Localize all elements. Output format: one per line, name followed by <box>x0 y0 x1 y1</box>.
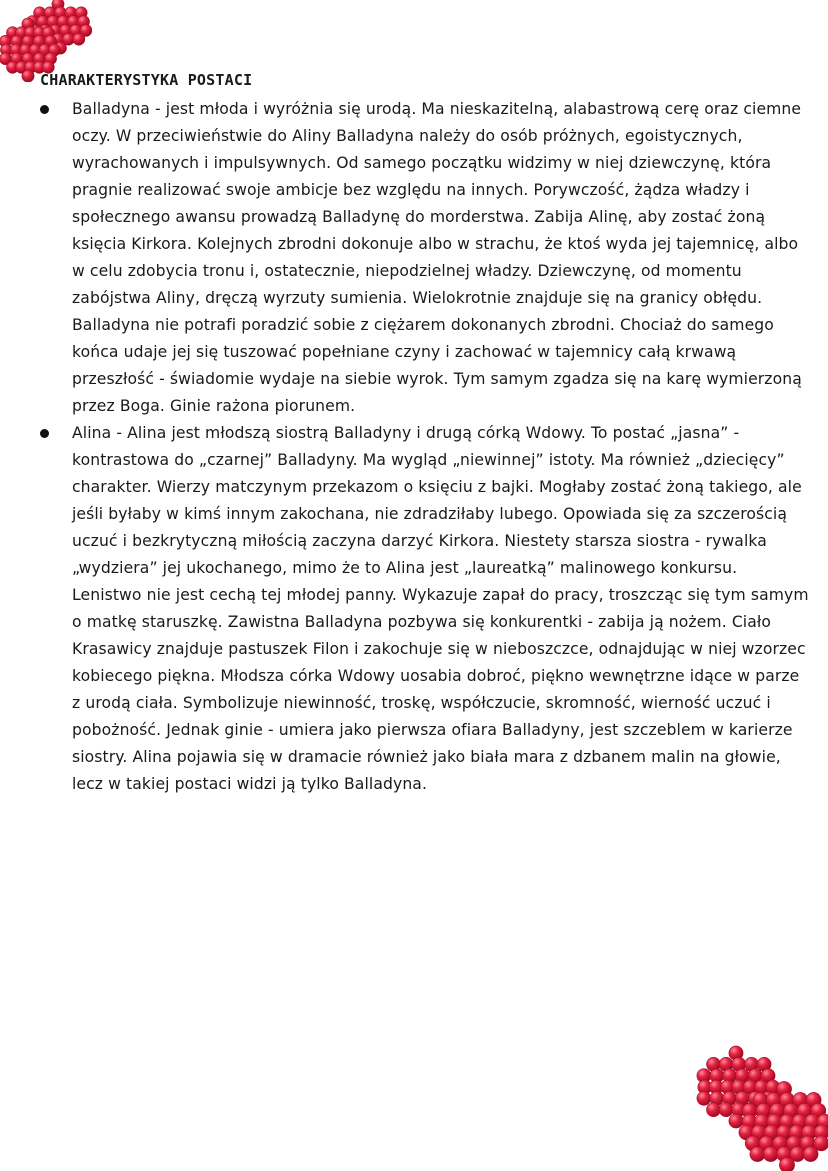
bullet-icon <box>40 429 49 438</box>
list-item-balladyna <box>40 96 810 420</box>
bullet-text: Alina - Alina jest młodszą siostrą Balladyny i drugą córką Wdowy. To postać „jasna” - kontrastowa do „czarnej” Balladyny. Ma wygląd „niewinnej” istoty. Ma również „dziecięcy” charakter. Wierzy matczynym przekazom o księciu z bajki. Mogłaby zostać żoną takiego, ale jeśli byłaby w kimś innym zakochana, nie zdradziłaby lubego. Opowiada się za szczerością uczuć i bezkrytyczną miłością zaczyna darzyć Kirkora. Niestety starsza siostra - rywalka „wydziera” jej ukochanego, mimo że to Alina jest „laureatką” malinowego konkursu. Lenistwo nie jest cechą tej młodej panny. Wykazuje zapał do pracy, troszcząc się tym samym o matkę staruszkę. Zawistna Balladyna pozbywa się konkurentki - zabija ją nożem. Ciało Krasawicy znajduje pastuszek Filon i zakochuje się w nieboszczce, odnajdując w niej wzorzec kobiecego piękna. Młodsza córka Wdowy uosabia dobroć, piękno wewnętrzne idące w parze z urodą ciała. Symbolizuje niewinność, troskę, współczucie, skromność, wierność uczuć i pobożność. Jednak ginie - umiera jako pierwsza ofiara Balladyny, jest szczeblem w karierze siostry. Alina pojawia się w dramacie również jako biała mara z dzbanem malin na głowie, lecz w takiej postaci widzi ją tylko Balladyna. <box>72 424 809 793</box>
bullet-text: Balladyna - jest młoda i wyróżnia się urodą. Ma nieskazitelną, alabastrową cerę oraz ciemne oczy. W przeciwieństwie do Aliny Balladyna należy do osób próżnych, egoistycznych, wyrachowanych i impulsywnych. Od samego początku widzimy w niej dziewczynę, która pragnie realizować swoje ambicje bez względu na innych. Porywczość, żądza władzy i społecznego awansu prowadzą Balladynę do morderstwa. Zabija Alinę, aby zostać żoną księcia Kirkora. Kolejnych zbrodni dokonuje albo w strachu, że ktoś wyda jej tajemnicę, albo w celu zdobycia tronu i, ostatecznie, niepodzielnej władzy. Dziewczynę, od momentu zabójstwa Aliny, dręczą wyrzuty sumienia. Wielokrotnie znajduje się na granicy obłędu. Balladyna nie potrafi poradzić sobie z ciężarem dokonanych zbrodni. Chociaż do samego końca udaje jej się tuszować popełniane czyny i zachować w tajemnicy całą krwawą przeszłość - świadomie wydaje na siebie wyrok. Tym samym zgadza się na karę wymierzoną przez Boga. Ginie rażona piorunem. <box>72 100 802 415</box>
bullet-icon <box>40 105 49 114</box>
list-item-alina <box>40 420 810 798</box>
raspberries-icon <box>692 1043 828 1171</box>
character-list <box>40 96 810 798</box>
page-title: CHARAKTERYSTYKA POSTACI <box>40 71 253 89</box>
document-page <box>40 70 810 798</box>
